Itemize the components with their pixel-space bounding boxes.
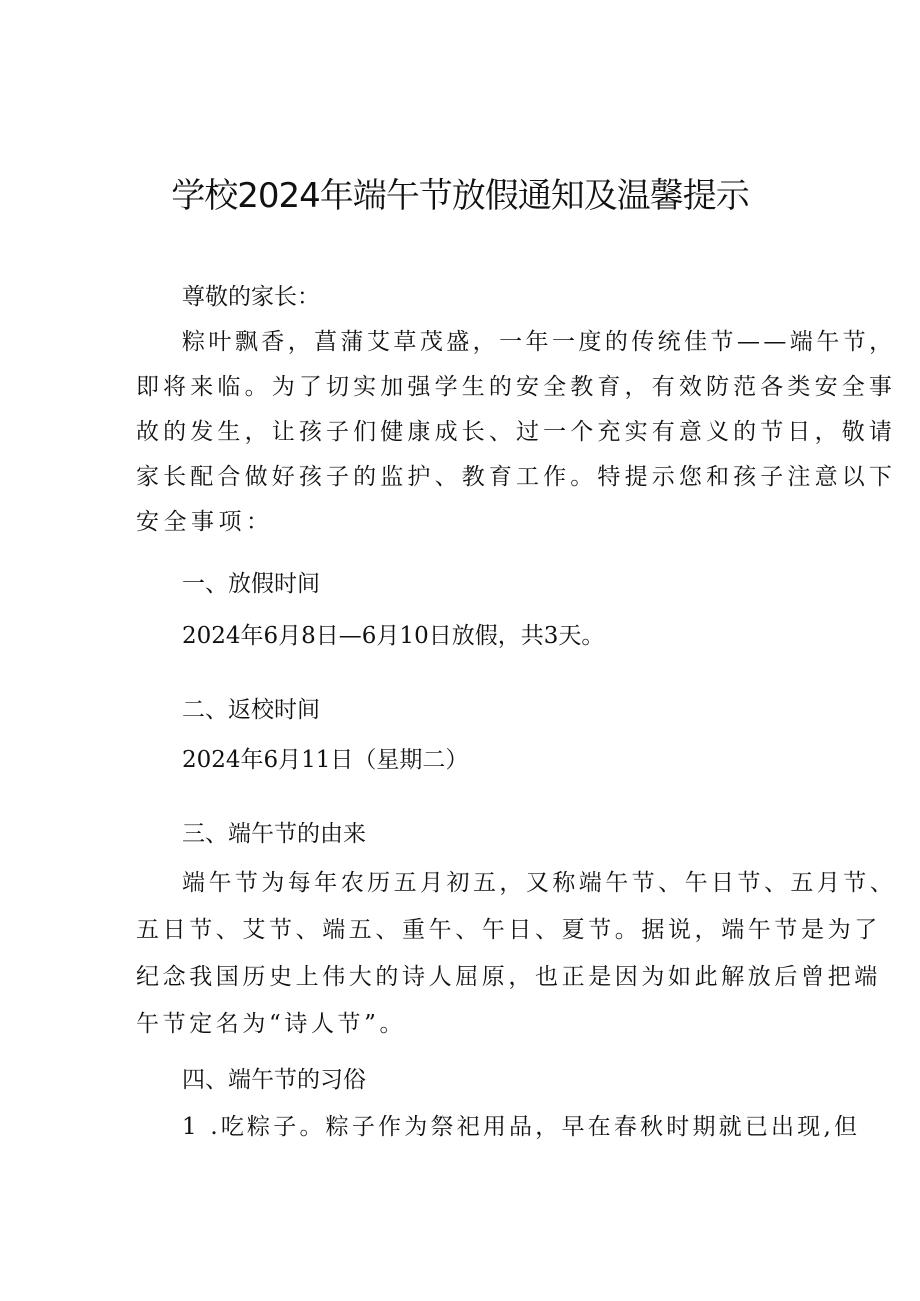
section-heading: 四、端午节的习俗 [182,1067,366,1093]
intro-line: 即将来临。为了切实加强学生的安全教育，有效防范各类安全事 [136,374,896,400]
section-line: 2024年6月8日—6月10日放假，共3天。 [182,623,605,649]
section-line: 五日节、艾节、端五、重午、午日、夏节。据说，端午节是为了 [136,917,881,943]
salutation: 尊敬的家长： [182,284,320,310]
section-line: 午节定名为“诗人节”。 [136,1011,407,1037]
section-heading: 一、放假时间 [182,571,320,597]
intro-line: 粽叶飘香，菖蒲艾草茂盛，一年一度的传统佳节——端午节， [182,329,896,355]
intro-line: 故的发生，让孩子们健康成长、过一个充实有意义的节日，敬请 [136,419,896,445]
section-line: 纪念我国历史上伟大的诗人屈原，也正是因为如此解放后曾把端 [136,964,881,990]
intro-line: 安全事项： [136,509,274,535]
section-heading: 二、返校时间 [182,697,320,723]
document-title: 学校2024年端午节放假通知及温馨提示 [171,176,749,216]
section-heading: 三、端午节的由来 [182,821,366,847]
section-line: 端午节为每年农历五月初五，又称端午节、午日节、五月节、 [182,870,897,896]
intro-line: 家长配合做好孩子的监护、教育工作。特提示您和孩子注意以下 [136,464,896,490]
section-line: 2024年6月11日（星期二） [182,747,469,773]
section-line: 1 .吃粽子。粽子作为祭祀用品，早在春秋时期就已出现,但 [182,1114,861,1140]
